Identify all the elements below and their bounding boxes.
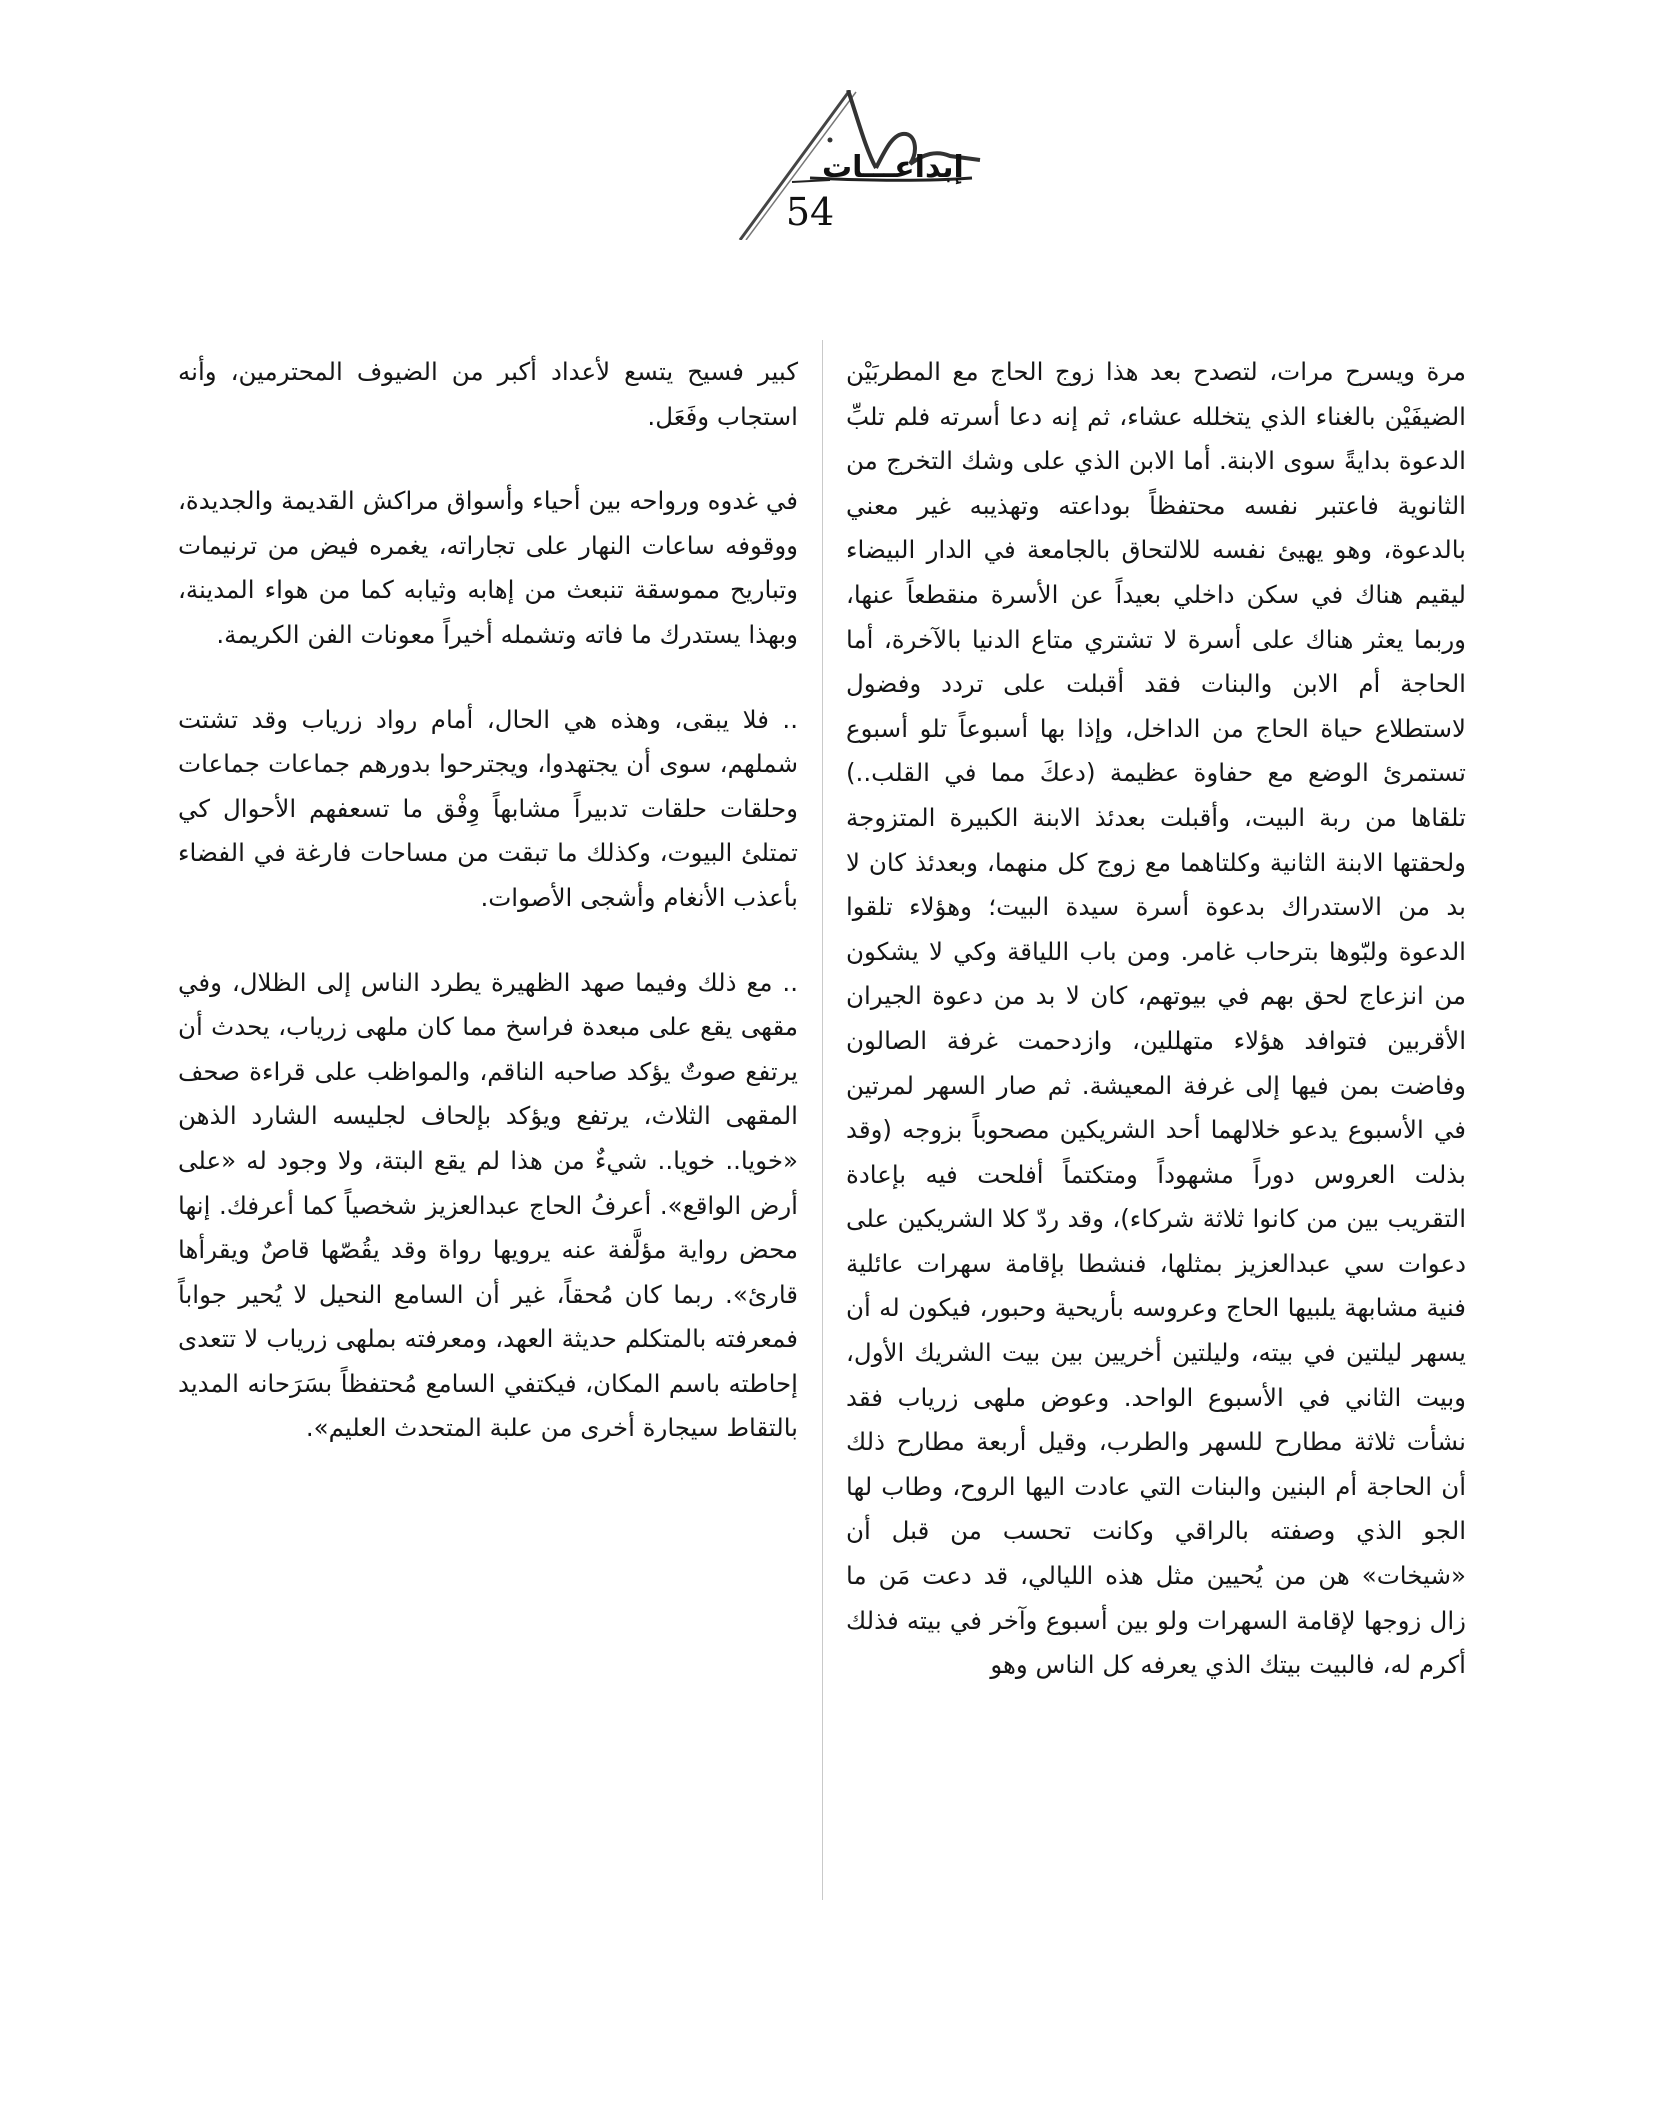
text-column-left: [178, 350, 798, 1451]
page-number: 54: [785, 190, 835, 234]
page-header: [680, 90, 1040, 240]
text-column-right: [846, 350, 1466, 1688]
paragraph: .. مع ذلك وفيما صهد الظهيرة يطرد الناس إلى الظلال، وفي مقهى يقع على مبعدة فراسخ مما كان ملهى زرياب، يحدث أن يرتفع صوتٌ يؤكد صاحبه الناقم، والمواظب على قراءة صحف المقهى الثلاث، يرتفع ويؤكد بإلحاف لجليسه الشارد الذهن «خويا.. خويا.. شيءٌ من هذا لم يقع البتة، ولا وجود له «على أرض الواقع». أعرفُ الحاج عبدالعزيز شخصياً كما أعرفك. إنها محض رواية مؤلَّفة عنه يرويها رواة وقد يقُصّها قاصٌ ويقرأها قارئ». ربما كان مُحقاً، غير أن السامع النحيل لا يُحير جواباً فمعرفته بالمتكلم حديثة العهد، ومعرفته بملهى زرياب لا تتعدى إحاطته باسم المكان، فيكتفي السامع مُحتفظاً بسَرَحانه المديد بالتقاط سيجارة أخرى من علبة المتحدث العليم».: [178, 967, 798, 1443]
column-divider: [822, 340, 823, 1900]
paragraph: مرة ويسرح مرات، لتصدح بعد هذا زوج الحاج مع المطربَيْن الضيفَيْن بالغناء الذي يتخلله عشاء، ثم إنه دعا أسرته فلم تلبِّ الدعوة بدايةً سوى الابنة. أما الابن الذي على وشك التخرج من الثانوية فاعتبر نفسه محتفظاً بوداعته وتهذيبه غير معني بالدعوة، وهو يهيئ نفسه للالتحاق بالجامعة في الدار البيضاء ليقيم هناك في سكن داخلي بعيداً عن الأسرة منقطعاً عنها، وربما يعثر هناك على أسرة لا تشتري متاع الدنيا بالآخرة، أما الحاجة أم الابن والبنات فقد أقبلت على تردد وفضول لاستطلاع حياة الحاج من الداخل، وإذا بها أسبوعاً تلو أسبوع تستمرئ الوضع مع حفاوة عظيمة (دعكَ مما في القلب..) تلقاها من ربة البيت، وأقبلت بعدئذ الابنة الكبيرة المتزوجة ولحقتها الابنة الثانية وكلتاهما مع زوج كل منهما، وبعدئذ كان لا بد من الاستدراك بدعوة أسرة سيدة البيت؛ وهؤلاء تلقوا الدعوة ولبّوها بترحاب غامر. ومن باب اللياقة وكي لا يشكون من انزعاج لحق بهم في بيوتهم، كان لا بد من دعوة الجيران الأقربين فتوافد هؤلاء متهللين، وازدحمت غرفة الصالون وفاضت بمن فيها إلى غرفة المعيشة. ثم صار السهر لمرتين في الأسبوع يدعو خلالهما أحد الشريكين مصحوباً بزوجه (وقد بذلت العروس دوراً مشهوداً ومتكتماً أفلحت فيه بإعادة التقريب بين من كانوا ثلاثة شركاء)، وقد ردّ كلا الشريكين على دعوات سي عبدالعزيز بمثلها، فنشطا بإقامة سهرات عائلية فنية مشابهة يلبيها الحاج وعروسه بأريحية وحبور، فيكون له أن يسهر ليلتين في بيته، وليلتين أخريين بين بيت الشريك الأول، وبيت الثاني في الأسبوع الواحد. وعوض ملهى زرياب فقد نشأت ثلاثة مطارح للسهر والطرب، وقيل أربعة مطارح ذلك أن الحاجة أم البنين والبنات التي عادت اليها الروح، وطاب لها الجو الذي وصفته بالراقي وكانت تحسب من قبل أن «شيخات» هن من يُحيين مثل هذه الليالي، قد دعت مَن ما زال زوجها لإقامة السهرات ولو بين أسبوع وآخر في بيته فذلك أكرم له، فالبيت بيتك الذي يعرفه كل الناس وهو: [846, 357, 1466, 1680]
paragraph: .. فلا يبقى، وهذه هي الحال، أمام رواد زرياب وقد تشتت شملهم، سوى أن يجتهدوا، ويجترحوا بدورهم جماعات جماعات وحلقات حلقات تدبيراً مشابهاً وِفْق ما تسعفهم الأحوال كي تمتلئ البيوت، وكذلك ما تبقت من مساحات فارغة في الفضاء بأعذب الأنغام وأشجى الأصوات.: [178, 704, 798, 912]
paragraph: في غدوه ورواحه بين أحياء وأسواق مراكش القديمة والجديدة، ووقوفه ساعات النهار على تجاراته، يغمره فيض من ترنيمات وتباريح مموسقة تنبعث من إهابه وثيابه كما من هواء المدينة، وبهذا يستدرك ما فاته وتشمله أخيراً معونات الفن الكريمة.: [178, 486, 798, 649]
paragraph: كبير فسيح يتسع لأعداد أكبر من الضيوف المحترمين، وأنه استجاب وفَعَل.: [178, 357, 798, 431]
section-label: إبداعـــات: [822, 150, 964, 185]
